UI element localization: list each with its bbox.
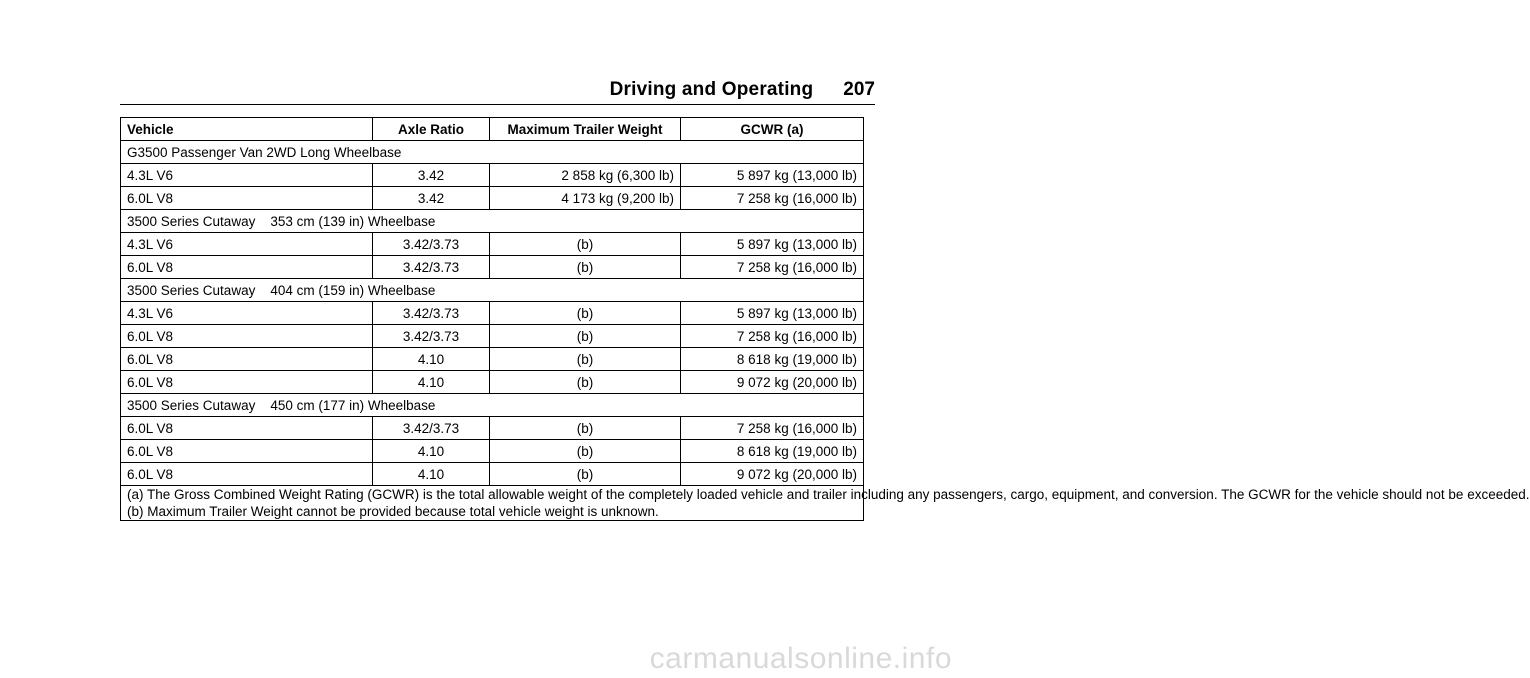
cell-axle-ratio: 3.42 xyxy=(373,187,490,210)
table-row xyxy=(121,302,864,325)
cell-gcwr: 9 072 kg (20,000 lb) xyxy=(681,463,864,486)
group-title: G3500 Passenger Van 2WD Long Wheelbase xyxy=(121,141,864,164)
cell-max-trailer-weight: (b) xyxy=(490,256,681,279)
cell-gcwr: 7 258 kg (16,000 lb) xyxy=(681,417,864,440)
cell-max-trailer-weight: 4 173 kg (9,200 lb) xyxy=(490,187,681,210)
table-row xyxy=(121,417,864,440)
notes-row xyxy=(121,486,864,521)
group-title: 3500 Series Cutaway 404 cm (159 in) Wheelbase xyxy=(121,279,864,302)
cell-vehicle: 6.0L V8 xyxy=(121,463,373,486)
table-row xyxy=(121,187,864,210)
cell-max-trailer-weight: 2 858 kg (6,300 lb) xyxy=(490,164,681,187)
section-title: Driving and Operating xyxy=(609,79,814,100)
cell-vehicle: 6.0L V8 xyxy=(121,256,373,279)
cell-max-trailer-weight: (b) xyxy=(490,417,681,440)
cell-axle-ratio: 4.10 xyxy=(373,440,490,463)
cell-max-trailer-weight: (b) xyxy=(490,440,681,463)
cell-gcwr: 5 897 kg (13,000 lb) xyxy=(681,233,864,256)
cell-axle-ratio: 4.10 xyxy=(373,348,490,371)
group-row xyxy=(121,210,864,233)
table-header-row xyxy=(121,118,864,141)
cell-vehicle: 4.3L V6 xyxy=(121,164,373,187)
table-notes xyxy=(121,486,1530,521)
watermark: carmanualsonline.info xyxy=(649,642,952,675)
cell-axle-ratio: 3.42/3.73 xyxy=(373,256,490,279)
note-b: (b) Maximum Trailer Weight cannot be provided because total vehicle weight is unknown. xyxy=(127,504,659,519)
cell-vehicle: 4.3L V6 xyxy=(121,302,373,325)
cell-gcwr: 7 258 kg (16,000 lb) xyxy=(681,187,864,210)
cell-gcwr: 5 897 kg (13,000 lb) xyxy=(681,164,864,187)
cell-vehicle: 4.3L V6 xyxy=(121,233,373,256)
cell-vehicle: 6.0L V8 xyxy=(121,325,373,348)
cell-axle-ratio: 3.42/3.73 xyxy=(373,417,490,440)
cell-max-trailer-weight: (b) xyxy=(490,325,681,348)
cell-gcwr: 9 072 kg (20,000 lb) xyxy=(681,371,864,394)
cell-axle-ratio: 3.42/3.73 xyxy=(373,325,490,348)
table-row xyxy=(121,371,864,394)
table-row xyxy=(121,463,864,486)
cell-vehicle: 6.0L V8 xyxy=(121,417,373,440)
cell-max-trailer-weight: (b) xyxy=(490,463,681,486)
cell-axle-ratio: 3.42 xyxy=(373,164,490,187)
cell-max-trailer-weight: (b) xyxy=(490,302,681,325)
cell-vehicle: 6.0L V8 xyxy=(121,371,373,394)
cell-axle-ratio: 3.42/3.73 xyxy=(373,302,490,325)
table-row xyxy=(121,440,864,463)
table-row xyxy=(121,325,864,348)
cell-max-trailer-weight: (b) xyxy=(490,348,681,371)
note-a: (a) The Gross Combined Weight Rating (GCWR) is the total allowable weight of the completely loaded vehicle and trailer including any passengers, cargo, equipment, and conversion. The GCWR for the vehicle should not be exceeded. xyxy=(127,487,1530,502)
table-row xyxy=(121,348,864,371)
cell-vehicle: 6.0L V8 xyxy=(121,348,373,371)
table-row xyxy=(121,256,864,279)
cell-axle-ratio: 4.10 xyxy=(373,371,490,394)
cell-gcwr: 8 618 kg (19,000 lb) xyxy=(681,440,864,463)
cell-gcwr: 8 618 kg (19,000 lb) xyxy=(681,348,864,371)
cell-max-trailer-weight: (b) xyxy=(490,233,681,256)
cell-gcwr: 5 897 kg (13,000 lb) xyxy=(681,302,864,325)
cell-axle-ratio: 3.42/3.73 xyxy=(373,233,490,256)
cell-vehicle: 6.0L V8 xyxy=(121,187,373,210)
column-header-gcwr: GCWR (a) xyxy=(681,118,864,141)
column-header-max-trailer-weight: Maximum Trailer Weight xyxy=(490,118,681,141)
group-title: 3500 Series Cutaway 450 cm (177 in) Wheelbase xyxy=(121,394,864,417)
cell-gcwr: 7 258 kg (16,000 lb) xyxy=(681,256,864,279)
trailer-weight-table xyxy=(120,117,1530,521)
cell-axle-ratio: 4.10 xyxy=(373,463,490,486)
page-header xyxy=(120,78,875,105)
page-number: 207 xyxy=(843,79,875,100)
cell-max-trailer-weight: (b) xyxy=(490,371,681,394)
group-title: 3500 Series Cutaway 353 cm (139 in) Wheelbase xyxy=(121,210,864,233)
group-row xyxy=(121,279,864,302)
group-row xyxy=(121,141,864,164)
table-row xyxy=(121,233,864,256)
column-header-axle-ratio: Axle Ratio xyxy=(373,118,490,141)
column-header-vehicle: Vehicle xyxy=(121,118,373,141)
cell-vehicle: 6.0L V8 xyxy=(121,440,373,463)
table-row xyxy=(121,164,864,187)
group-row xyxy=(121,394,864,417)
cell-gcwr: 7 258 kg (16,000 lb) xyxy=(681,325,864,348)
